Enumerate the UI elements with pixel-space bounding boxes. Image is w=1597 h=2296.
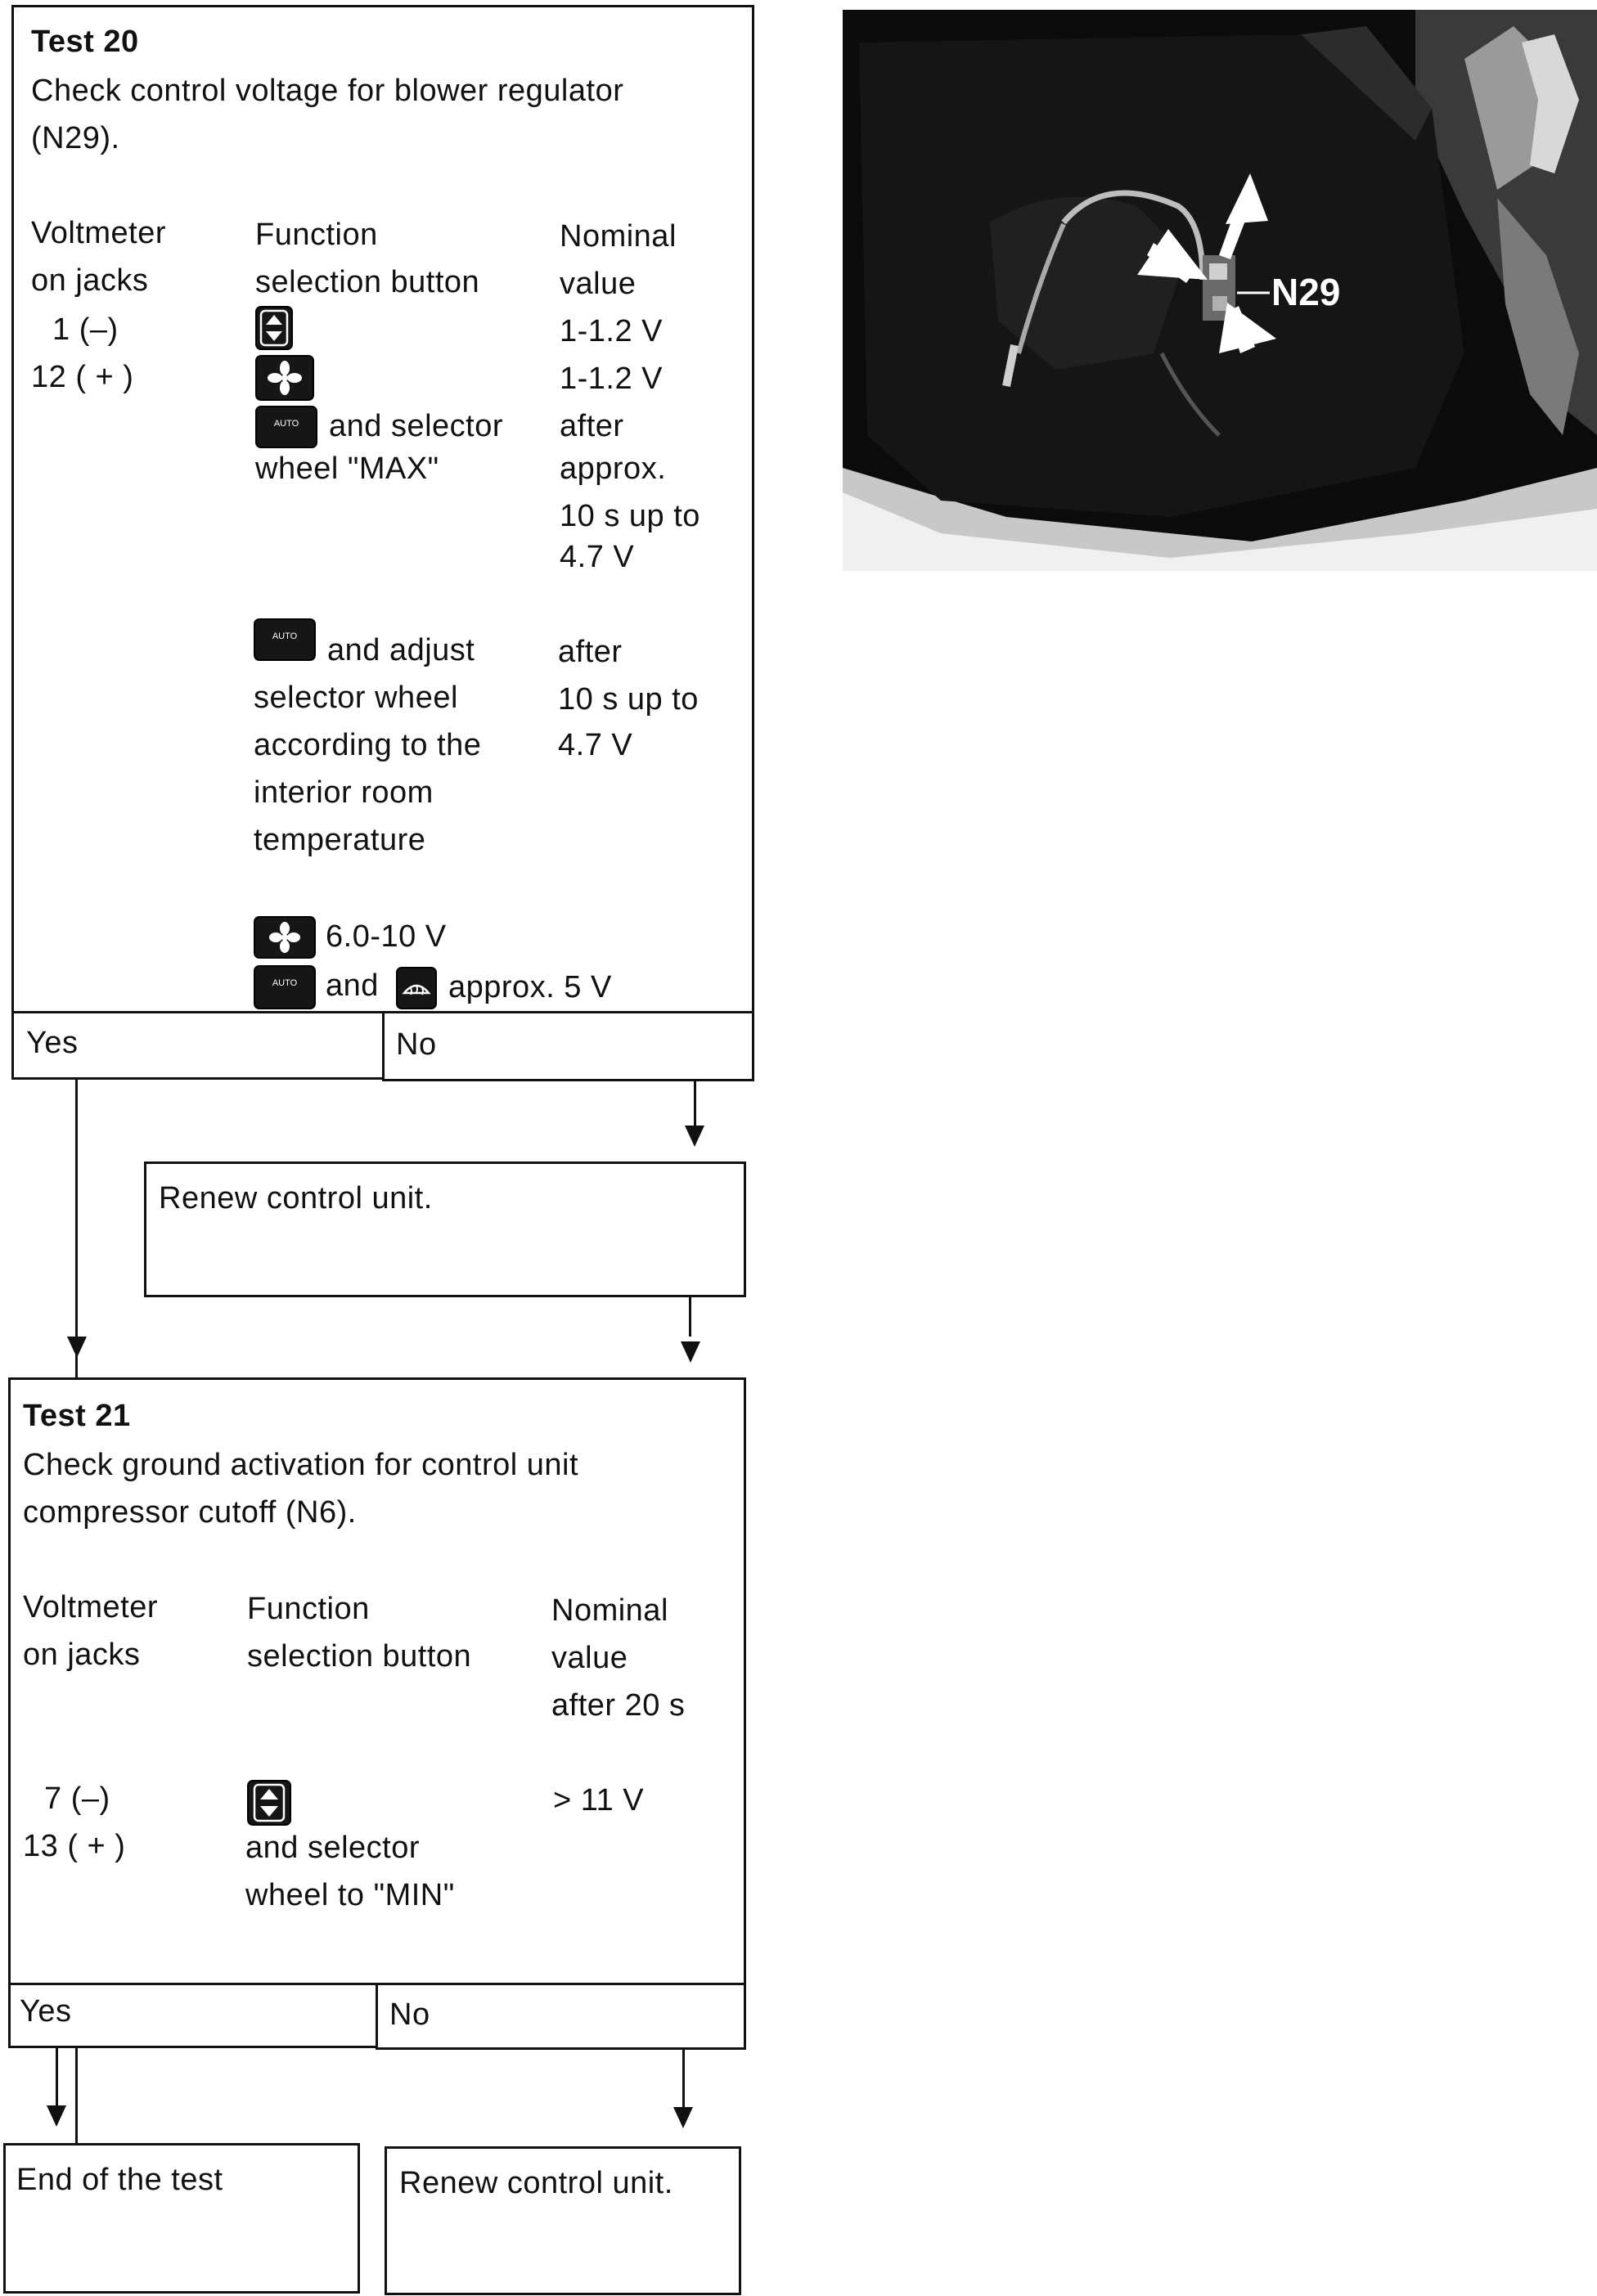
test21-no-label: No: [389, 1997, 430, 2032]
connector-yes-line: [56, 2048, 58, 2105]
arrow-down-icon: [47, 2105, 66, 2127]
test21-func-line2: wheel to "MIN": [245, 1878, 455, 1912]
test21-header-value: value: [551, 1641, 628, 1675]
test20-r1-value: 1-1.2 V: [560, 314, 664, 348]
test20-r6-and: and: [326, 968, 379, 1003]
test20-r4-func-line4: interior room: [254, 775, 434, 810]
auto-key-label: AUTO: [272, 631, 298, 641]
renew-box1-text: Renew control unit.: [159, 1181, 433, 1215]
defrost-icon: [396, 967, 437, 1009]
test20-r4-value-line3: 4.7 V: [558, 728, 633, 762]
auto-key-icon: [255, 406, 317, 448]
test21-header-after-20s: after 20 s: [551, 1688, 686, 1723]
test20-yes-label: Yes: [26, 1026, 79, 1060]
auto-key-label: AUTO: [272, 978, 298, 988]
test20-r3-func-line1: and selector: [329, 409, 504, 443]
test21-no-cell: [376, 1983, 746, 2050]
test21-value: > 11 V: [553, 1783, 645, 1817]
test20-r3-value-line3: 10 s up to: [560, 499, 700, 533]
test20-jack-negative: 1 (–): [52, 312, 119, 347]
test21-title: Test 21: [23, 1399, 131, 1433]
auto-key-icon: [254, 618, 316, 661]
test20-header-selection-button: selection button: [255, 265, 480, 299]
end-box-text: End of the test: [16, 2163, 223, 2197]
test20-r5-value: 6.0-10 V: [326, 919, 447, 954]
blower-regulator-photo: [843, 10, 1597, 571]
arrow-down-icon: [673, 2107, 693, 2128]
test20-r4-func-line3: according to the: [254, 728, 482, 762]
arrow-down-icon: [681, 1341, 700, 1363]
test21-header-function: Function: [247, 1592, 370, 1626]
test20-r3-func-line2: wheel "MAX": [255, 452, 439, 486]
test20-no-label: No: [396, 1027, 437, 1062]
arrow-down-icon: [685, 1126, 704, 1147]
test20-desc-line1: Check control voltage for blower regulator: [31, 74, 624, 108]
test21-header-on-jacks: on jacks: [23, 1638, 141, 1672]
test20-r4-value-line1: after: [558, 635, 623, 669]
test21-desc-line2: compressor cutoff (N6).: [23, 1495, 357, 1530]
test20-header-nominal: Nominal: [560, 219, 677, 254]
test20-r4-func-line2: selector wheel: [254, 681, 458, 715]
test21-desc-line1: Check ground activation for control unit: [23, 1448, 579, 1482]
test20-r3-value-line1: after: [560, 409, 624, 443]
test20-header-on-jacks: on jacks: [31, 263, 149, 298]
test20-r6-value: approx. 5 V: [448, 970, 612, 1004]
test21-func-line1: and selector: [245, 1831, 421, 1865]
arrow-down-icon: [67, 1337, 87, 1358]
test21-header-voltmeter: Voltmeter: [23, 1590, 159, 1624]
connector-no-line: [694, 1080, 696, 1129]
test21-header-nominal: Nominal: [551, 1593, 668, 1628]
blower-fan-icon: [254, 916, 316, 959]
test20-r4-func-line1: and adjust: [327, 633, 475, 667]
test20-desc-line2: (N29).: [31, 121, 120, 155]
test21-yes-label: Yes: [20, 1994, 72, 2029]
connector-no-line: [682, 2050, 685, 2107]
connector-renew-line: [689, 1297, 691, 1337]
test21-header-selection-button: selection button: [247, 1639, 472, 1674]
air-distribution-up-down-icon: [247, 1780, 291, 1826]
test20-jack-positive: 12 ( + ): [31, 360, 134, 394]
test20-r3-value-line2: approx.: [560, 452, 667, 486]
test20-title: Test 20: [31, 25, 139, 59]
blower-fan-icon: [255, 355, 314, 401]
test20-header-function: Function: [255, 218, 378, 252]
test21-jack-negative: 7 (–): [44, 1782, 110, 1816]
air-distribution-up-down-icon: [255, 306, 293, 350]
test20-r2-value: 1-1.2 V: [560, 362, 664, 396]
test20-header-voltmeter: Voltmeter: [31, 216, 167, 250]
photo-label-n29: N29: [1271, 271, 1341, 313]
renew-box2-text: Renew control unit.: [399, 2166, 673, 2200]
auto-key-icon: [254, 965, 316, 1009]
test21-jack-positive: 13 ( + ): [23, 1829, 126, 1863]
auto-key-label: AUTO: [273, 419, 299, 429]
test20-r4-func-line5: temperature: [254, 823, 426, 857]
test20-header-value: value: [560, 267, 637, 301]
test20-no-cell: [382, 1011, 754, 1081]
test20-r3-value-line4: 4.7 V: [560, 540, 635, 574]
test20-r4-value-line2: 10 s up to: [558, 682, 699, 717]
